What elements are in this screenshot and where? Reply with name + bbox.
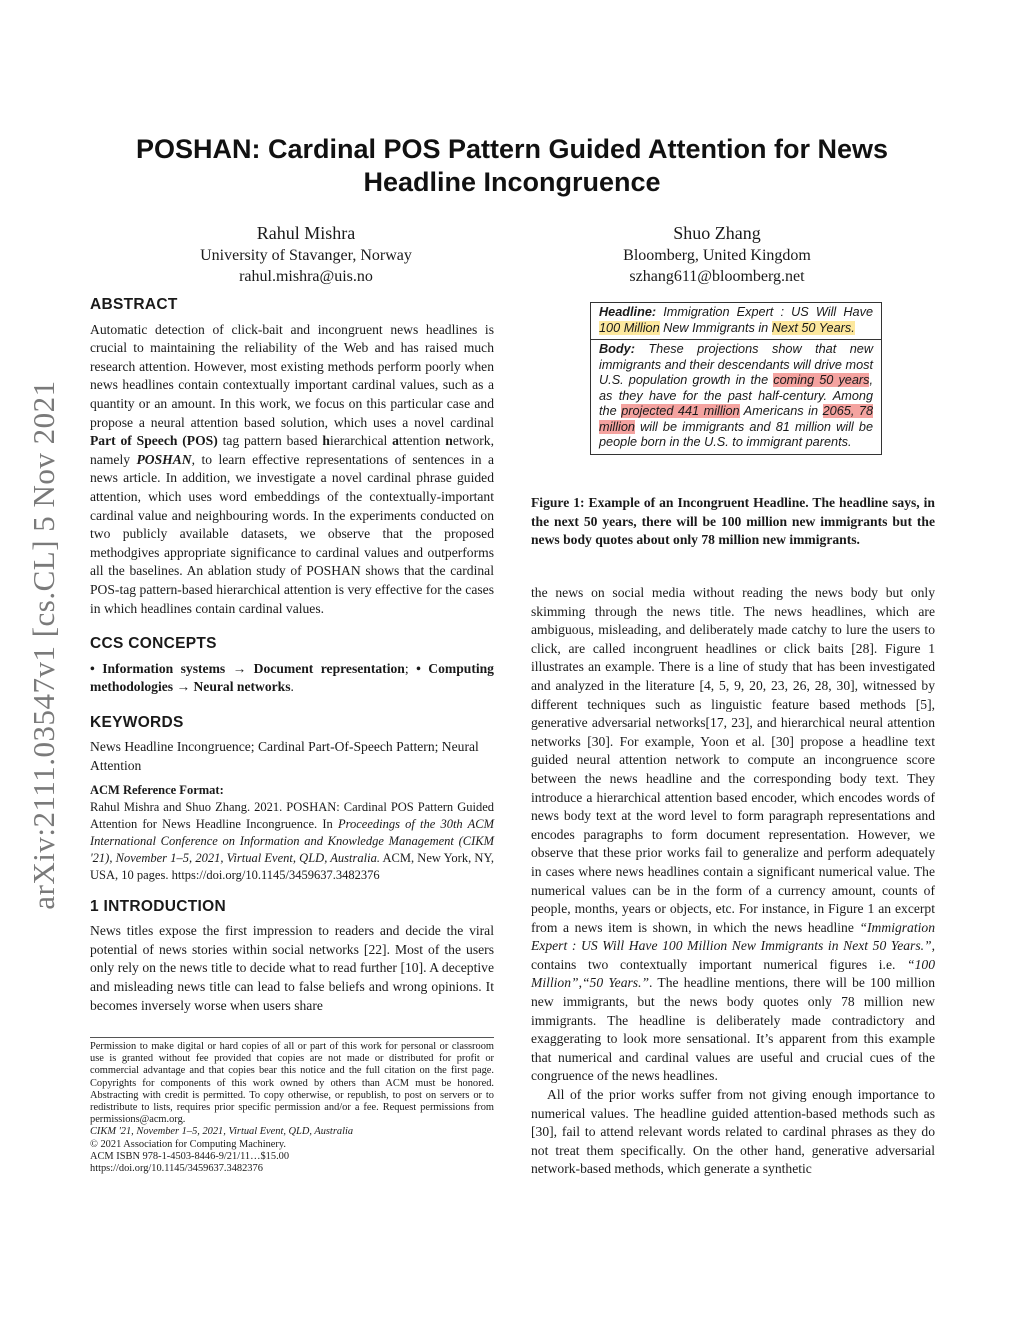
footnote-divider [90, 1037, 494, 1038]
doi-line: https://doi.org/10.1145/3459637.3482376 [90, 1163, 263, 1175]
left-column [90, 296, 494, 1015]
ccs-concepts: • Information systems → Document representation; • Computing methodologies → Neural networks. [90, 660, 494, 695]
body-paragraph-1: the news on social media without reading the news body but only skimming through the news title. The news headlines, which are ambiguous, misleading, and deliberately made catchy to lure the users to click, are called incongruent headlines or click baits [28]. Figure 1 illustrates an example. There is a line of study that has been investigated and analyzed in the literature [4, 5, 9, 20, 23, 26, 28, 30], witnessed by different techniques such as linguistic feature based methods [5], generative adversarial networks[17, 23], and hierarchical neural attention networks [30]. For example, Yoon et al. [30] propose a headline text guided neural attention network to compute an incongruence score between the news headline and the corresponding body text. They introduce a hierarchical attention based encoder, which encodes words of news body text at the word level to form paragraph representations and encodes paragraphs to form document representation. However, we observe that these prior works fail to generalize and perform adequately in cases where news headlines contain a significant numerical value. The numerical values can be in the form of a currency amount, counts of people, months, years or objects, etc. For instance, in Figure 1 an excerpt from a news item is shown, in which the news headline “Immigration Expert : US Will Have 100 Million New Immigrants in Next 50 Years.”, contains two contextually important numerical figures i.e. “100 Million”,“50 Years.”. The headline mentions, there will be 100 million new immigrants, but the news body quotes only 78 million new immigrants. The headline is deliberately made contradictory and exaggerating to look more sensational. It’s apparent from this example that numerical and cardinal values are useful and crucial cues of the congruence of the news headlines. [531, 585, 936, 1084]
paper-title [100, 133, 924, 199]
arxiv-stamp [14, 360, 74, 930]
copyright-footnote [90, 1037, 494, 1175]
arxiv-id: arXiv:2111.03547v1 [cs.CL] 5 Nov 2021 [26, 380, 61, 910]
isbn-line: ACM ISBN 978-1-4503-8446-9/21/11…$15.00 [90, 1150, 290, 1162]
author-name: Shuo Zhang [673, 223, 761, 243]
copyright-line: © 2021 Association for Computing Machinery. [90, 1138, 286, 1150]
acm-reference-text: Rahul Mishra and Shuo Zhang. 2021. POSHAN: Cardinal POS Pattern Guided Attention for News Headline Incongruence. In Proceedings of the 30th ACM International Conference on Information and Knowledge Management (CIKM '21), November 1–5, 2021, Virtual Event, QLD, Australia. ACM, New York, NY, USA, 10 pages. https://doi.org/10.1145/3459637.3482376 [90, 799, 495, 882]
acm-reference-heading: ACM Reference Format: [90, 782, 224, 797]
figure-headline-box: Headline: Immigration Expert : US Will Have 100 Million New Immigrants in Next 50 Years. [599, 305, 873, 335]
author-2 [552, 221, 882, 287]
intro-paragraph: News titles expose the first impression to readers and decide the viral potential of news stories within social networks [22]. Most of the users only rely on the news title to decide what to read further [10]. A deceptive and misleading news title can lead to false beliefs and wrong opinions. It becomes inversely worse when users share [90, 923, 494, 1013]
figure-1 [590, 302, 882, 455]
author-1 [141, 221, 471, 287]
author-affiliation: Bloomberg, United Kingdom [623, 247, 811, 264]
conference-info: CIKM '21, November 1–5, 2021, Virtual Event, QLD, Australia [90, 1126, 354, 1138]
right-column [531, 584, 935, 1179]
body-paragraph-2: All of the prior works suffer from not giving enough importance to numerical values. The headline guided attention-based methods such as [30], fail to attend relevant words related to cardinal phrases as they do not treat them specifically. On the other hand, generative adversarial network-based methods, which generate a synthetic [531, 1087, 935, 1177]
author-name: Rahul Mishra [256, 223, 356, 243]
intro-heading: 1 INTRODUCTION [90, 897, 226, 915]
permission-notice: Permission to make digital or hard copies of all or part of this work for personal or classroom use is granted without fee provided that copies are not made or distributed for profit or commercial advantage and that copies bear this notice and the full citation on the first page. Copyrights for components of this work owned by others than ACM must be honored. Abstracting with credit is permitted. To copy otherwise, or republish, to post on servers or to redistribute to lists, requires prior specific permission and/or a fee. Request permissions from permissions@acm.org. [90, 1041, 494, 1126]
author-email: szhang611@bloomberg.net [629, 268, 805, 285]
figure-caption: Figure 1: Example of an Incongruent Headline. The headline says, in the next 50 years, there will be 100 million new immigrants but the news body quotes about only 78 million new immigrants. [531, 495, 935, 548]
author-affiliation: University of Stavanger, Norway [200, 247, 412, 264]
title-line-2: Headline Incongruence [363, 167, 661, 197]
ccs-heading: CCS CONCEPTS [90, 635, 217, 653]
author-email: rahul.mishra@uis.no [239, 268, 373, 285]
keywords-text: News Headline Incongruence; Cardinal Part-Of-Speech Pattern; Neural Attention [90, 739, 479, 774]
acm-reference [90, 782, 494, 884]
figure-body-box: Body: These projections show that new immigrants and their descendants will drive most U.S. population growth in the coming 50 years, as they have for the past half-century. Among the projected 441 million Americans in 2065, 78 million will be immigrants and 81 million will be people born in the U.S. to immigrant parents. [591, 339, 881, 454]
abstract-text: Automatic detection of click-bait and incongruent news headlines is crucial to maintaining the reliability of the Web and has raised much research attention. However, most existing methods perform poorly when news headlines contain contextually important cardinal values, such as a quantity or an amount. In this work, we focus on this particular case and propose a neural attention based solution, which uses a novel cardinal Part of Speech (POS) tag pattern based hierarchical attention network, namely POSHAN, to learn effective representations of sentences in a news article. In addition, we investigate a novel cardinal phrase guided attention, which uses word embeddings of the contextually-important cardinal value and neighbouring words. In the experiments conducted on two publicly available datasets, we observe that the proposed methodgives appropriate significance to cardinal values and outperforms all the baselines. An ablation study of POSHAN shows that the cardinal POS-tag pattern-based hierarchical attention is very effective for the cases in which headlines contain cardinal values. [90, 321, 495, 616]
abstract-heading: ABSTRACT [90, 296, 178, 313]
keywords-heading: KEYWORDS [90, 713, 184, 731]
title-line-1: POSHAN: Cardinal POS Pattern Guided Attention for News [135, 134, 889, 164]
